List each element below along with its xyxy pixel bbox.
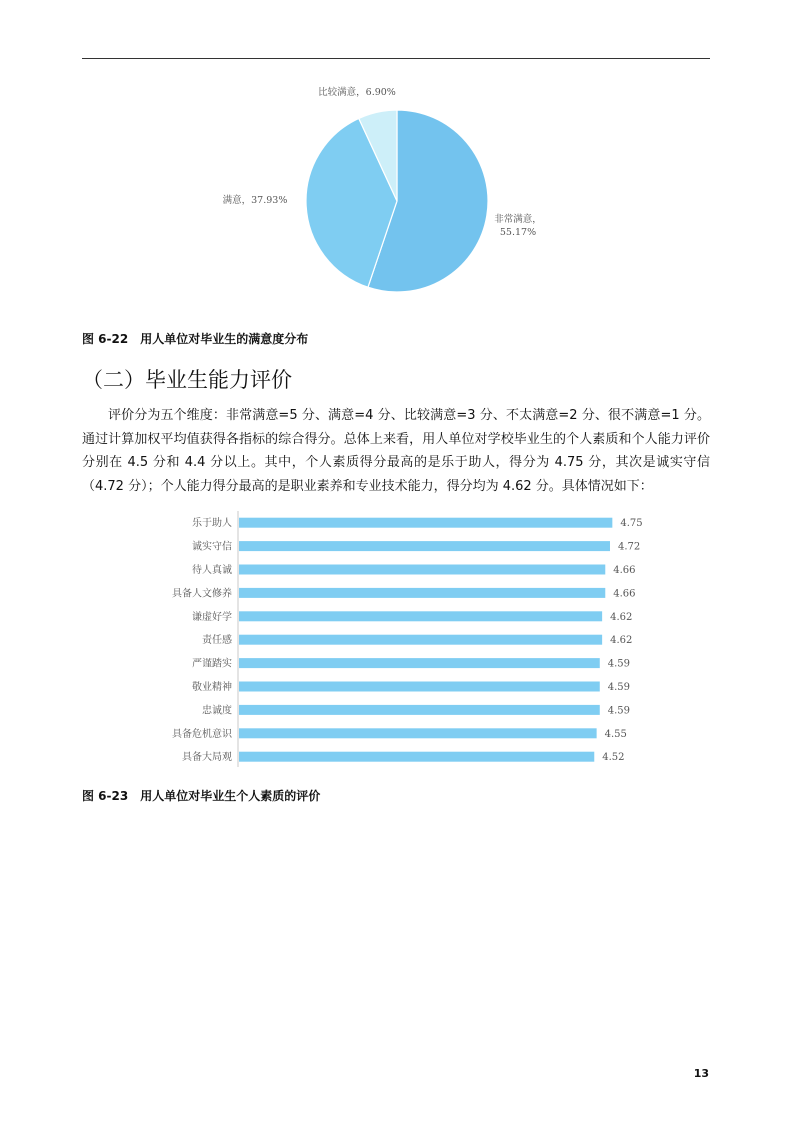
bar-category-label: 具备大局观 xyxy=(182,752,232,764)
bar-category-label: 严谨踏实 xyxy=(192,658,232,670)
bar xyxy=(239,518,612,528)
bar xyxy=(239,752,594,762)
pie-slice-label: 非常满意， 55.17% xyxy=(494,214,542,238)
bar xyxy=(239,705,600,715)
bar-value-label: 4.62 xyxy=(610,635,633,647)
bar-value-label: 4.59 xyxy=(607,705,631,717)
bar xyxy=(239,658,600,668)
bar-value-label: 4.72 xyxy=(617,541,641,553)
bar-value-label: 4.75 xyxy=(620,518,643,530)
satisfaction-pie-chart xyxy=(200,80,620,302)
caption-number: 图 6-23 xyxy=(82,789,129,803)
bar-category-label: 谦虚好学 xyxy=(192,611,232,623)
bar xyxy=(239,728,597,738)
bar xyxy=(239,565,605,575)
bar-value-label: 4.66 xyxy=(613,588,636,600)
bar-category-label: 乐于助人 xyxy=(192,518,232,530)
bar-value-label: 4.55 xyxy=(604,728,627,740)
bar-category-label: 具备危机意识 xyxy=(172,728,232,740)
figure-caption-6-22 xyxy=(82,330,308,347)
bar-category-label: 敬业精神 xyxy=(192,682,232,693)
bar-value-label: 4.52 xyxy=(602,752,625,764)
figure-caption-6-23 xyxy=(82,787,320,804)
bar-value-label: 4.59 xyxy=(607,682,631,693)
caption-number: 图 6-22 xyxy=(82,332,129,346)
bar-value-label: 4.59 xyxy=(607,658,631,670)
bar xyxy=(239,588,605,598)
bar-value-label: 4.62 xyxy=(610,611,633,623)
body-paragraph xyxy=(82,404,710,498)
bar xyxy=(239,635,602,645)
bar-category-label: 待人真诚 xyxy=(192,565,232,576)
bar xyxy=(239,611,602,621)
bar-value-label: 4.66 xyxy=(613,565,636,576)
header-rule xyxy=(82,58,710,59)
page-number: 13 xyxy=(693,1067,709,1080)
caption-text: 用人单位对毕业生个人素质的评价 xyxy=(140,789,321,803)
bar xyxy=(239,682,600,692)
pie-slice-label: 满意，37.93% xyxy=(222,195,288,206)
bar-category-label: 忠诚度 xyxy=(202,705,232,717)
personal-quality-bar-chart xyxy=(150,505,650,767)
bar-category-label: 责任感 xyxy=(202,635,232,647)
caption-text: 用人单位对毕业生的满意度分布 xyxy=(140,332,309,346)
bar xyxy=(239,541,610,551)
bar-category-label: 具备人文修养 xyxy=(172,588,232,600)
section-title: （二）毕业生能力评价 xyxy=(82,368,292,392)
pie-slice-label: 比较满意，6.90% xyxy=(318,87,396,98)
bar-category-label: 诚实守信 xyxy=(192,541,232,553)
paragraph-text: 评价分为五个维度：非常满意=5 分、满意=4 分、比较满意=3 分、不太满意=2 分、很不满意=1 分。通过计算加权平均值获得各指标的综合得分。总体上来看，用人单位对学校毕业生的个人素质和个人能力评价分别在 4.5 分和 4.4 分以上。其中，个人素质得分最高的是乐于助人，得分为 4.75 分，其次是诚实守信（4.72 分）；个人能力得分最高的是职业素养和专业技术能力，得分均为 4.62 分。具体情况如下： xyxy=(82,408,710,494)
